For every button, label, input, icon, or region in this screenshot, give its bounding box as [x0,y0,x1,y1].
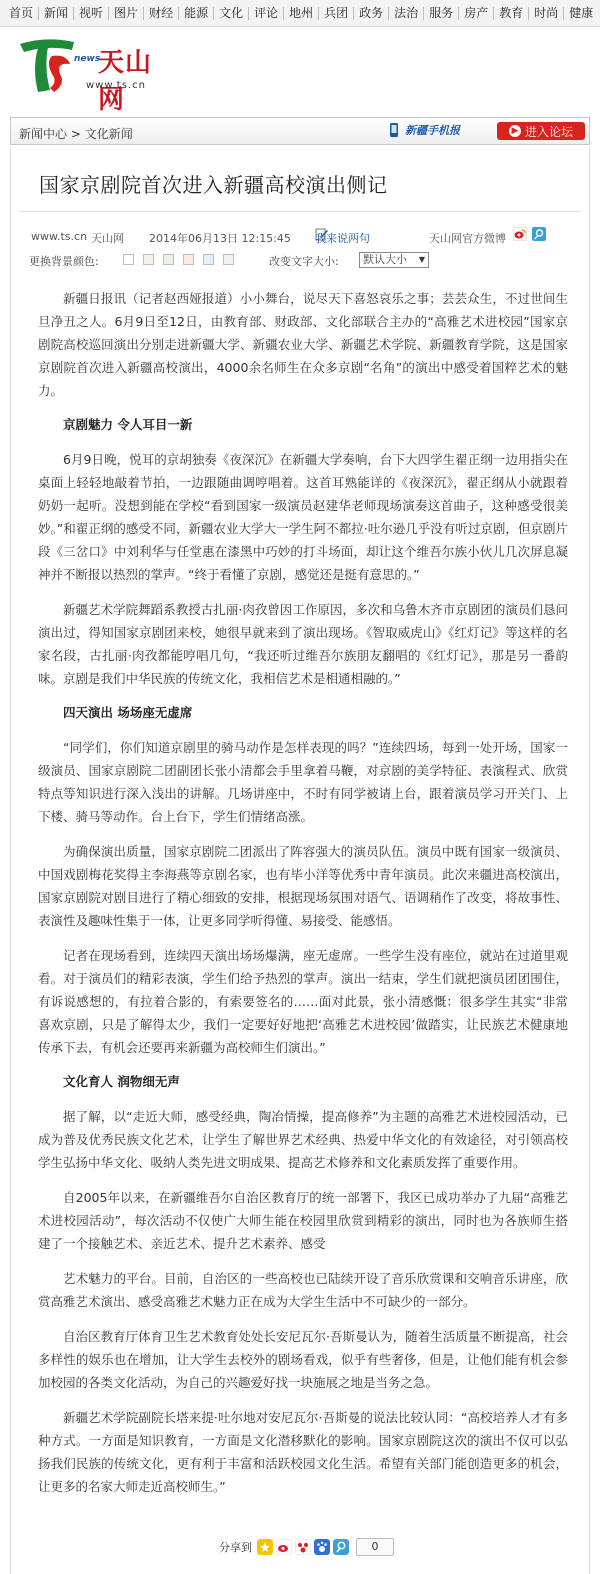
nav-item-government[interactable]: 政务 [354,7,389,20]
reading-tools [29,251,579,269]
logo-site-name: 天山网 [98,48,153,115]
article-paragraph: “同学们，你们知道京剧里的骑马动作是怎样表现的吗？”连续四场，每到一处开场，国家一级演员、国家京剧院二团副团长张小清都会手里拿着马鞭，对京剧的美学特征、表演程式、欣赏特点等知识进行深入浅出的讲解。几场讲座中，不时有同学被请上台，跟着演员学习开关门、上下楼、骑马等动作。台上台下，学生们情绪高涨。 [38,740,568,824]
nav-item-news[interactable]: 新闻 [39,7,74,20]
nav-item-finance[interactable]: 财经 [144,7,179,20]
nav-item-realestate[interactable]: 房产 [459,7,494,20]
chevron-down-icon: ▼ [418,255,425,264]
article-paragraph: 新疆日报讯（记者赵西娅报道）小小舞台，说尽天下喜怒哀乐之事；芸芸众生，不过世间生旦净丑之人。6月9日至12日，由教育部、财政部、文化部联合主办的“高雅艺术进校园”国家京剧院高校巡回演出分别走进新疆大学、新疆农业大学、新疆艺术学院、新疆教育学院，这是国家京剧院首次进入新疆高校演出，4000余名师生在众多京剧“名角”的演出中感受着国粹艺术的魅力。 [38,291,568,398]
bg-swatch-green[interactable] [163,254,174,265]
nav-item-video[interactable]: 视听 [74,7,109,20]
nav-item-home[interactable]: 首页 [4,7,39,20]
nav-item-education[interactable]: 教育 [494,7,529,20]
arrow-right-icon: ▶ [509,125,521,137]
font-size-value: 默认大小 [363,253,407,266]
nav-item-commentary[interactable]: 评论 [249,7,284,20]
nav-item-services[interactable]: 服务 [424,7,459,20]
share-tencent-icon[interactable] [333,1539,349,1555]
logo-news-tag: news [74,54,101,64]
share-count: 0 [356,1538,394,1556]
enter-forum-label: 进入论坛 [524,124,573,139]
bg-swatch-pink[interactable] [183,254,194,265]
ts-logo-icon [16,34,78,96]
article-paragraph: 艺术魅力的平台。目前，自治区的一些高校也已陆续开设了音乐欣赏课和交响音乐讲座，欣赏高雅艺术演出、感受高雅艺术魅力正在成为大学生生活中不可缺少的一部分。 [38,1271,568,1309]
bg-swatch-blue[interactable] [203,254,214,265]
source-url: www.ts.cn [31,230,88,243]
share-bar [219,1536,394,1558]
bg-swatch-white[interactable] [123,254,134,265]
mobile-news-link[interactable] [386,122,460,138]
share-qzone-icon[interactable] [257,1539,273,1555]
nav-item-prefectures[interactable]: 地州 [284,7,319,20]
nav-item-fashion[interactable]: 时尚 [529,7,564,20]
top-nav [0,0,600,27]
article-paragraph: 新疆艺术学院副院长塔来提·吐尔地对安尼瓦尔·吾斯曼的说法比较认同：“高校培养人才有多种方式。一方面是知识教育，一方面是文化潜移默化的影响。国家京剧院这次的演出不仅可以弘扬我们民族的传统文化，更有利于丰富和活跃校园文化生活。希望有关部门能创造更多的机会，让更多的名家大师走近高校师生。” [38,1410,568,1494]
enter-forum-button[interactable] [497,122,585,140]
article-paragraph: 据了解，以“走近大师，感受经典，陶冶情操，提高修养”为主题的高雅艺术进校园活动，已成为普及优秀民族文化艺术，让学生了解世界艺术经典、热爱中华文化的有效途径，对引领高校学生弘扬中华文化、吸纳人类先进文明成果、提高艺术修养和文化素质发挥了重要作用。 [38,1109,568,1170]
article-container [10,147,590,1574]
site-header [0,28,600,115]
mobile-phone-icon [386,122,402,138]
bg-color-label: 更换背景颜色: [29,255,99,268]
share-renren-icon[interactable] [295,1539,311,1555]
logo-url: www.ts.cn [86,80,146,91]
title-divider [19,211,581,212]
article-paragraph: 自2005年以来，在新疆维吾尔自治区教育厅的统一部署下，我区已成功举办了九届“高雅艺术进校园活动”，每次活动不仅使广大师生能在校园里欣赏到精彩的演出，同时也为各族师生搭建了一个接触艺术、亲近艺术、提升艺术素养、感受 [38,1190,568,1251]
article-paragraph: 记者在现场看到，连续四天演出场场爆满，座无虚席。一些学生没有座位，就站在过道里观看。对于演员们的精彩表演，学生们给予热烈的掌声。演出一结束，学生们就把演员团团围住，有诉说感想的，有拉着合影的，有索要签名的……面对此景，张小清感慨：很多学生其实“非常喜欢京剧，只是了解得太少，我们一定要好好地把‘高雅艺术进校园’做踏实，让民族艺术健康地传承下去，有机会还要再来新疆为高校师生们演出。” [38,948,568,1055]
breadcrumb-culture-news[interactable]: 文化新闻 [84,127,133,141]
nav-item-health[interactable]: 健康 [569,5,594,20]
share-weibo-icon[interactable] [276,1539,292,1555]
breadcrumb [19,125,133,142]
tencent-weibo-icon[interactable] [532,227,546,241]
breadcrumb-separator: > [70,127,81,141]
bg-swatch-gray[interactable] [223,254,234,265]
sina-weibo-icon[interactable] [513,227,527,241]
font-size-select[interactable] [359,252,429,268]
share-label: 分享到 [219,1541,252,1554]
mobile-news-label: 新疆手机报 [405,124,460,137]
section-heading: 四天演出 场场座无虚席 [63,705,193,720]
nav-item-photos[interactable]: 图片 [109,7,144,20]
section-heading: 京剧魅力 令人耳目一新 [63,417,193,432]
article-paragraph: 6月9日晚，悦耳的京胡独奏《夜深沉》在新疆大学奏响，台下大四学生翟正纲一边用指尖在桌面上轻轻地敲着节拍，一边跟随曲调哼唱着。这首耳熟能详的《夜深沉》，翟正纲从小就跟着奶奶一起听。没想到能在学校“看到国家一级演员赵建华老师现场演奏这首曲子，这种感受很美妙。”和翟正纲的感受不同，新疆农业大学大一学生阿不都拉·吐尔逊几乎没有听过京剧，但京剧片段《三岔口》中刘利华与任堂惠在漆黑中巧妙的打斗场面，却让这个维吾尔族小伙儿几次屏息凝神并不断报以热烈的掌声。“终于看懂了京剧，感觉还是挺有意思的。” [38,452,568,582]
comment-link-label: 我来说两句 [315,232,370,245]
article-paragraph: 为确保演出质量，国家京剧院二团派出了阵容强大的演员队伍。演员中既有国家一级演员、中国戏剧梅花奖得主李海燕等京剧名家，也有毕小洋等优秀中青年演员。此次来疆进高校演出，国家京剧院对剧目进行了精心细致的安排，根据现场氛围对语气、语调稍作了改变，将故事性、表演性及趣味性集于一体，让更多同学听得懂、易接受、能感悟。 [38,844,568,928]
site-logo[interactable] [16,34,166,115]
breadcrumb-news-center[interactable]: 新闻中心 [19,127,68,141]
publish-datetime: 2014年06月13日 12:15:45 [149,232,291,245]
article-meta [31,227,581,247]
comment-link[interactable] [315,227,370,245]
article-paragraph: 自治区教育厅体育卫生艺术教育处处长安尼瓦尔·吾斯曼认为，随着生活质量不断提高，社会多样性的娱乐也在增加，让大学生去校外的剧场看戏，似乎有些奢侈，但是，让他们能有机会参加校园的各类文化活动，为自己的兴趣爱好找一块施展之地是当务之急。 [38,1329,568,1390]
nav-item-culture[interactable]: 文化 [214,7,249,20]
section-heading: 文化育人 润物细无声 [63,1074,180,1089]
nav-item-bingtuan[interactable]: 兵团 [319,7,354,20]
share-baidu-icon[interactable] [314,1539,330,1555]
bg-swatch-cream[interactable] [143,254,154,265]
font-size-label: 改变文字大小: [269,255,339,268]
source-name: 天山网 [91,232,124,245]
weibo-link[interactable]: 天山网官方微博 [429,232,506,245]
article-paragraph: 新疆艺术学院舞蹈系教授古扎丽·肉孜曾因工作原因，多次和乌鲁木齐市京剧团的演员们恳问演出过，得知国家京剧团来校，她很早就来到了演出现场。《智取威虎山》《红灯记》等这样的名家名段，古扎丽·肉孜都能哼唱几句，“我还听过维吾尔族朋友翻唱的《红灯记》，那是另一番韵味。京剧是我们中华民族的传统文化，我相信艺术是相通相融的。” [38,602,568,686]
breadcrumb-bar [10,117,590,145]
nav-item-law[interactable]: 法治 [389,7,424,20]
nav-item-energy[interactable]: 能源 [179,7,214,20]
article-title: 国家京剧院首次进入新疆高校演出侧记 [39,173,388,197]
article-body [38,287,568,1510]
